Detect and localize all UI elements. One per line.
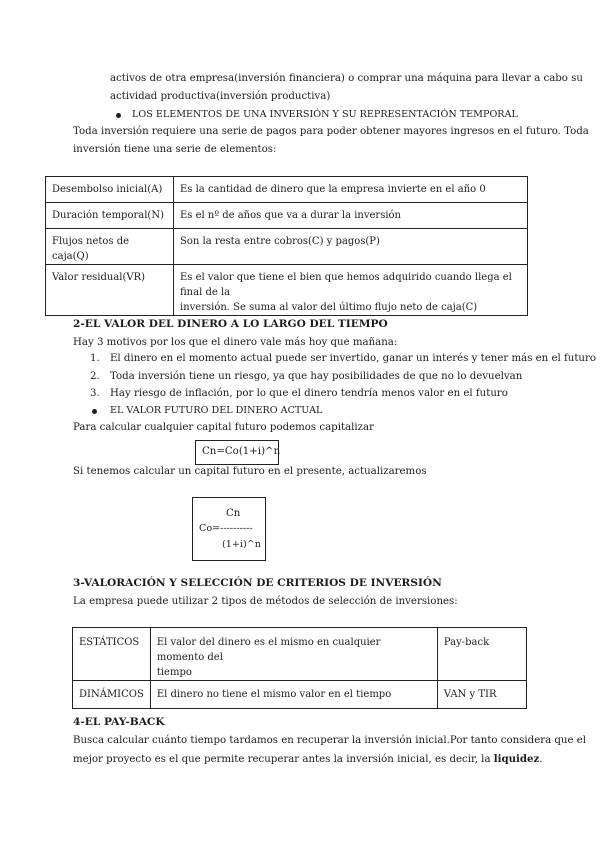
section-4-line-1: Busca calcular cuánto tiempo tardamos en recuperar la inversión inicial.Por tanto considera que el — [73, 735, 587, 746]
bullet-heading: LOS ELEMENTOS DE UNA INVERSIÓN Y SU REPRESENTACIÓN TEMPORAL — [132, 109, 518, 120]
term-cell: Desembolso inicial(A) — [46, 177, 174, 203]
liquidez-emphasis: liquidez — [493, 753, 540, 765]
method-criterion-cell: Pay-back — [437, 628, 526, 681]
section-2-intro: Hay 3 motivos por los que el dinero vale más hoy que mañana: — [73, 337, 398, 348]
section-4-line-2 — [73, 753, 543, 765]
section-3-title: 3-VALORACIÓN Y SELECCIÓN DE CRITERIOS DE INVERSIÓN — [73, 577, 442, 589]
definition-cell: Son la resta entre cobros(C) y pagos(P) — [174, 229, 528, 265]
formula-box-capitalize — [195, 440, 279, 465]
list-number: 1. — [90, 353, 100, 364]
formula-box-actualize — [192, 497, 266, 561]
intro-line-1: activos de otra empresa(inversión financiera) o comprar una máquina para llevar a cabo su — [110, 73, 583, 84]
term-cell: Flujos netos de caja(Q) — [46, 229, 174, 265]
section-2-title: 2-EL VALOR DEL DINERO A LO LARGO DEL TIEMPO — [73, 318, 388, 330]
capitalize-text: Para calcular cualquier capital futuro podemos capitalizar — [73, 422, 374, 433]
formula-denominator: (1+i)^n — [222, 539, 261, 550]
list-number: 3. — [90, 388, 100, 399]
bullet-icon — [116, 113, 121, 118]
section-4-line-2-end: . — [539, 754, 543, 765]
description-line: El valor del dinero es el mismo en cualquier momento del — [156, 637, 381, 663]
definition-cell — [174, 265, 528, 316]
method-type-cell: ESTÁTICOS — [73, 628, 151, 681]
formula-numerator: Cn — [226, 508, 241, 519]
term-cell: Valor residual(VR) — [46, 265, 174, 316]
intro-line-2: actividad productiva(inversión productiva) — [110, 91, 331, 102]
section-3-intro: La empresa puede utilizar 2 tipos de métodos de selección de inversiones: — [73, 596, 458, 607]
formula-fraction-line: Co=---------- — [199, 523, 253, 534]
section-4-line-2-text: mejor proyecto es el que permite recuperar antes la inversión inicial, es decir, la — [73, 754, 494, 765]
section-4-title: 4-EL PAY-BACK — [73, 716, 165, 728]
list-item: Toda inversión tiene un riesgo, ya que hay posibilidades de que no lo devuelvan — [110, 371, 523, 382]
definition-cell: Es la cantidad de dinero que la empresa invierte en el año 0 — [174, 177, 528, 203]
method-criterion-cell: VAN y TIR — [437, 681, 526, 709]
description-line: tiempo — [156, 667, 192, 678]
bullet-icon — [92, 409, 97, 414]
table-row — [46, 265, 528, 316]
definition-line: Es el valor que tiene el bien que hemos adquirido cuando llega el final de la — [180, 272, 512, 298]
intro-paragraph-1: Toda inversión requiere una serie de pagos para poder obtener mayores ingresos en el futuro. Toda — [73, 126, 589, 137]
intro-paragraph-2: inversión tiene una serie de elementos: — [73, 144, 277, 155]
term-cell: Duración temporal(N) — [46, 203, 174, 229]
methods-table — [72, 627, 527, 709]
actualize-text: Si tenemos calcular un capital futuro en el presente, actualizaremos — [73, 466, 427, 477]
table-row — [46, 203, 528, 229]
method-description-cell: El dinero no tiene el mismo valor en el tiempo — [150, 681, 437, 709]
list-item: Hay riesgo de inflación, por lo que el dinero tendría menos valor en el futuro — [110, 388, 508, 399]
method-type-cell: DINÁMICOS — [73, 681, 151, 709]
definition-line: inversión. Se suma al valor del último flujo neto de caja(C) — [180, 302, 478, 313]
table-row — [73, 628, 527, 681]
table-row — [46, 177, 528, 203]
elements-table — [45, 176, 528, 316]
formula-capitalize: Cn=Co(1+i)^n — [202, 446, 281, 457]
table-row — [73, 681, 527, 709]
bullet-heading: EL VALOR FUTURO DEL DINERO ACTUAL — [110, 405, 323, 416]
list-item: El dinero en el momento actual puede ser invertido, ganar un interés y tener más en el futuro — [110, 353, 597, 364]
list-number: 2. — [90, 371, 100, 382]
method-description-cell — [150, 628, 437, 681]
definition-cell: Es el nº de años que va a durar la inversión — [174, 203, 528, 229]
table-row — [46, 229, 528, 265]
